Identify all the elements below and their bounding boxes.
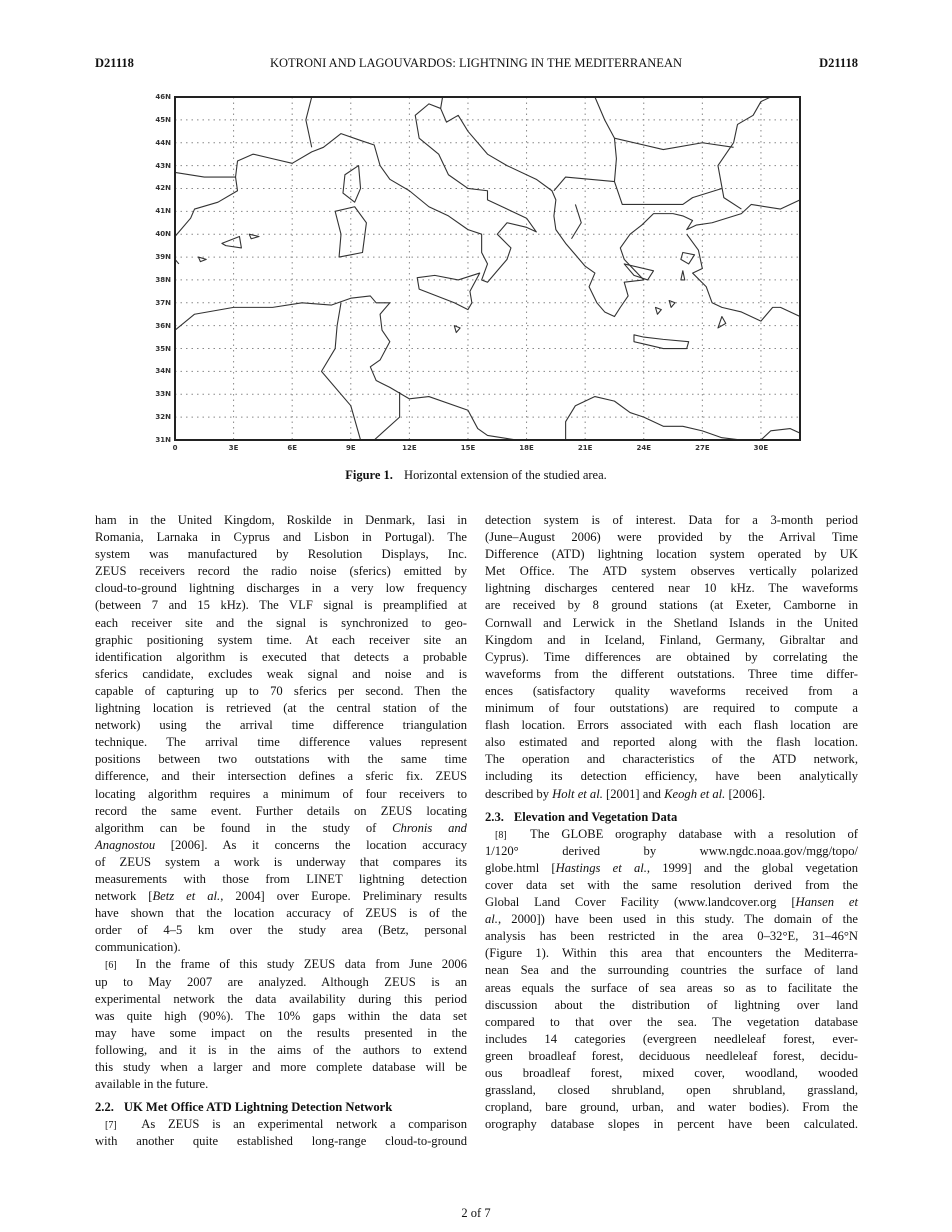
map-gridlines (175, 97, 800, 440)
text-line: may have some impact on the results presented in the (95, 1025, 467, 1040)
text-line: record the same event. Further details on ZEUS locating (95, 803, 467, 818)
island-crete (634, 335, 689, 349)
text-line: including its detection efficiency, have been analytically (485, 769, 858, 784)
figure-1-map (155, 93, 800, 452)
citation-italic: Betz et al. (152, 889, 221, 904)
citation-italic: al. (485, 912, 498, 927)
text-line: order of 4–5 km over the study area (Betz, personal (95, 923, 467, 938)
text-line: compared to that over the sea. The vegetation database (485, 1014, 858, 1029)
text-line (485, 826, 858, 843)
lon-tick-label: 15E (460, 444, 476, 452)
island-chios (681, 271, 685, 280)
border-tunisia-libya (374, 392, 399, 440)
text-line: network) using the arrival time difference triangulation (95, 718, 467, 733)
text-line: ZEUS receivers record the radio noise (sferics) emitted by (95, 564, 467, 579)
text-line: sferics candidate, excludes weak signal and noise and is (95, 666, 467, 681)
text-line: cropland, bare ground, urban, and water bodies). From the (485, 1100, 858, 1115)
text-column-right (485, 512, 858, 1133)
island-corsica (343, 166, 361, 203)
text-line: of ZEUS system a work is underway that compares its (95, 854, 467, 869)
text-line: Kingdom and in Iceland, Finland, Germany, Gibraltar and (485, 632, 858, 647)
island-ibiza (198, 257, 206, 262)
text-line: experimental network the data availability during this period (95, 991, 467, 1006)
border-danube (614, 138, 733, 149)
coastline-turkey (687, 234, 800, 321)
section-title: UK Met Office ATD Lightning Detection Network (123, 1100, 393, 1115)
text-run: network [ (95, 889, 153, 904)
coastline-egypt (761, 429, 800, 440)
border-albania (571, 204, 581, 238)
text-run: [2006]. As it concerns the location accuracy (155, 837, 467, 852)
text-line: identification algorithm is executed that detects a probable (95, 649, 467, 664)
lat-tick-label: 46N (155, 93, 171, 101)
section-number: 2.2. (95, 1100, 114, 1115)
text-line: system was manufactured by Resolution Displays, Inc. (95, 547, 467, 562)
lon-tick-label: 0 (172, 444, 178, 452)
lon-tick-label: 21E (577, 444, 593, 452)
island-menorca (249, 234, 259, 239)
text-line: (June–August 2006) were provided by the Arrival Time (485, 530, 858, 545)
text-run: As ZEUS is an experimental network a comparison (116, 1117, 467, 1132)
text-line: graphic positioning system time. At each receiver site an (95, 632, 467, 647)
lon-tick-label: 12E (402, 444, 417, 452)
text-line: capable of capturing up to 70 sferics per second. Then the (95, 683, 467, 698)
citation-italic: Holt et al. (552, 786, 603, 801)
text-line (95, 1116, 467, 1133)
island-rhodes (718, 317, 726, 328)
text-line (95, 820, 467, 837)
text-line: (Figure 1). Within this area that encounters the Mediterra- (485, 946, 858, 961)
text-line: available in the future. (95, 1077, 209, 1092)
lat-tick-label: 45N (155, 115, 171, 124)
coastline-europe (236, 104, 800, 317)
text-line (485, 860, 858, 877)
paper-id-left: D21118 (95, 56, 134, 70)
border-balkans-south (554, 177, 722, 204)
text-line (485, 786, 858, 803)
text-line: this study when a larger and more complete database will be (95, 1060, 467, 1074)
lon-tick-label: 9E (345, 444, 356, 452)
text-line: cover data set with the same resolution derived from the (485, 877, 858, 892)
border-bulgaria (614, 138, 616, 181)
text-line: up to May 2007 are analyzed. Although ZEUS is an (95, 974, 467, 989)
page-number: 2 of 7 (461, 1206, 491, 1220)
text-run: , 1999] and the global vegetation (646, 860, 858, 875)
text-line: lightning location is retrieved (at the central station of the (95, 701, 467, 716)
lat-tick-label: 36N (155, 321, 171, 330)
section-heading (95, 1099, 467, 1116)
text-line: 1/120° derived by www.ngdc.noaa.gov/mgg/topo/ (485, 843, 858, 858)
section-heading (485, 809, 858, 826)
lat-tick-label: 42N (155, 184, 171, 193)
section-number: 2.3. (485, 809, 504, 824)
text-line: Difference (ATD) lightning location system operated by UK (485, 547, 858, 562)
text-line: detection system is of interest. Data for a 3-month period (485, 513, 858, 527)
text-line: are received by 8 ground stations (at Exeter, Camborne in (485, 598, 858, 613)
text-line: was quite high (90%). The 10% gaps within the data set (95, 1008, 467, 1023)
citation-italic: Chronis and (392, 820, 467, 835)
lat-tick-label: 37N (155, 298, 171, 307)
lon-tick-label: 3E (228, 444, 239, 452)
island-cyclades (655, 307, 661, 314)
text-line: green broadleaf forest, deciduous needleleaf forest, decidu- (485, 1048, 858, 1063)
figure-label: Figure 1. (345, 468, 393, 482)
text-run: algorithm can be found in the study of (95, 820, 393, 835)
text-line: areas equals the surface of sea areas so as to facilitate the (485, 980, 858, 995)
text-line: ham in the United Kingdom, Roskilde in Denmark, Iasi in (95, 513, 467, 527)
citation-italic: Anagnostou (95, 837, 156, 852)
island-lesbos (681, 252, 695, 263)
border-serbia (595, 97, 615, 138)
lat-tick-label: 41N (155, 207, 171, 216)
text-line (485, 911, 858, 928)
text-line: The operation and characteristics of the ATD network, (485, 752, 858, 767)
lat-tick-label: 43N (155, 161, 171, 170)
island-evia (624, 264, 653, 280)
text-line: discussion about the distribution of lightning over land (485, 997, 858, 1012)
section-title: Elevation and Vegetation Data (513, 809, 678, 824)
border-alps (306, 97, 312, 147)
text-line: communication). (95, 940, 181, 955)
coastline-cyrenaica (566, 397, 742, 440)
island-mallorca (222, 236, 242, 247)
text-line: Cornwall and Lerwick in the Shetland Islands in the United (485, 615, 858, 630)
text-line: Romania, Larnaka in Cyprus and Lisbon in Portugal). The (95, 530, 467, 545)
map-frame (175, 97, 800, 440)
coastline-north-africa (175, 296, 517, 440)
text-run: [2006]. (725, 786, 766, 801)
lon-tick-label: 6E (287, 444, 298, 452)
text-line: ous broadleaf forest, mixed cover, woodland, wooded (485, 1066, 858, 1080)
text-column-left (95, 512, 467, 1150)
island-sicily (417, 273, 480, 310)
paragraph-number: [8] (495, 829, 507, 841)
island-naxos (669, 301, 675, 308)
text-line: waveforms from the different outstations. Three time differ- (485, 666, 858, 681)
lon-tick-label: 30E (753, 444, 769, 452)
text-line: lightning discharges centered near 10 kHz. The waveforms (485, 581, 858, 596)
text-line: positions between two outstations with the same time (95, 752, 467, 767)
text-line: have shown that the location accuracy of ZEUS is of the (95, 906, 467, 921)
citation-italic: Keogh et al. (664, 786, 726, 801)
text-line: grassland, closed shrubland, open shrubland, grassland, (485, 1083, 858, 1098)
text-line: orography database slopes in percent have been calculated. (485, 1117, 858, 1132)
text-run: [2001] and (602, 786, 665, 801)
coastline-spain (175, 172, 238, 236)
map-plot (175, 97, 800, 440)
text-run: , 2000]) have been used in this study. The domain of the (497, 912, 858, 927)
lon-tick-label: 27E (695, 444, 710, 452)
text-run: described by (485, 786, 553, 801)
text-line: cloud-to-ground lightning discharges in a very low frequency (95, 581, 467, 596)
paragraph-number: [7] (105, 1120, 117, 1132)
running-title: KOTRONI AND LAGOUVARDOS: LIGHTNING IN THE MEDITERRANEAN (269, 56, 682, 70)
lat-tick-label: 44N (155, 138, 171, 147)
lon-tick-label: 24E (636, 444, 652, 452)
figure-caption-text: Horizontal extension of the studied area. (404, 468, 607, 482)
island-sardinia (335, 207, 366, 257)
text-line: each receiver site and the signal is synchronized to geo- (95, 615, 467, 630)
text-line: also estimated and reported along with the flash location. (485, 735, 858, 750)
paragraph-number: [6] (105, 960, 117, 972)
lat-tick-label: 31N (155, 436, 171, 444)
citation-italic: Hastings et al. (555, 860, 647, 875)
island-malta (454, 326, 460, 333)
lat-tick-label: 33N (155, 390, 171, 399)
text-line (95, 837, 467, 854)
figure-caption (0, 468, 952, 483)
lat-tick-label: 38N (155, 275, 171, 284)
text-run: In the frame of this study ZEUS data from June 2006 (116, 957, 467, 972)
lon-tick-label: 18E (519, 444, 534, 452)
text-line (95, 888, 467, 905)
text-line: Cyprus). Time differences are obtained by correlating the (485, 649, 858, 664)
text-run: The GLOBE orography database with a resolution of (506, 826, 858, 841)
text-line: minimum of four outstations) are required to compute a (485, 701, 858, 716)
text-line: flash location. Errors associated with each flash location are (485, 718, 858, 733)
text-line: ences (satisfactory quality waveforms received from a (485, 683, 858, 698)
lat-tick-label: 40N (155, 230, 171, 239)
text-line: following, and it is in the aims of the authors to extend (95, 1042, 467, 1057)
lat-tick-label: 39N (155, 253, 171, 262)
text-line: includes 14 categories (evergreen needleleaf forest, ever- (485, 1031, 858, 1046)
coastline-black-sea (718, 97, 771, 209)
text-line: (between 7 and 15 kHz). The VLF signal is preamplified at (95, 598, 467, 613)
text-line (485, 894, 858, 911)
paper-id-right: D21118 (819, 56, 858, 70)
lat-tick-label: 35N (155, 344, 171, 353)
coastlines (175, 97, 800, 440)
text-line: nean Sea and the surrounding countries the surface of land (485, 963, 858, 978)
lat-tick-label: 34N (155, 367, 171, 376)
text-line: locating algorithm requires a minimum of four receivers to (95, 786, 467, 801)
text-run: Global Land Cover Facility (www.landcover.org [ (485, 895, 796, 910)
text-line: technique. The arrival time difference values represent (95, 735, 467, 750)
text-run: , 2004] over Europe. Preliminary results (220, 889, 467, 904)
text-line: measurements with those from LINET lightning detection (95, 871, 467, 886)
text-line: with another quite established long-range cloud-to-ground (95, 1134, 467, 1149)
text-line: analysis has been restricted in the area 0–32°E, 31–46°N (485, 929, 858, 944)
border-slovenia (441, 97, 443, 108)
text-run: globe.html [ (485, 860, 556, 875)
text-line: difference, and their intersection defines a sferic fix. ZEUS (95, 769, 467, 784)
text-line (95, 956, 467, 973)
citation-italic: Hansen et (795, 895, 858, 910)
text-line: Met Office. The ATD system observes vertically polarized (485, 564, 858, 579)
lat-tick-label: 32N (155, 413, 171, 422)
